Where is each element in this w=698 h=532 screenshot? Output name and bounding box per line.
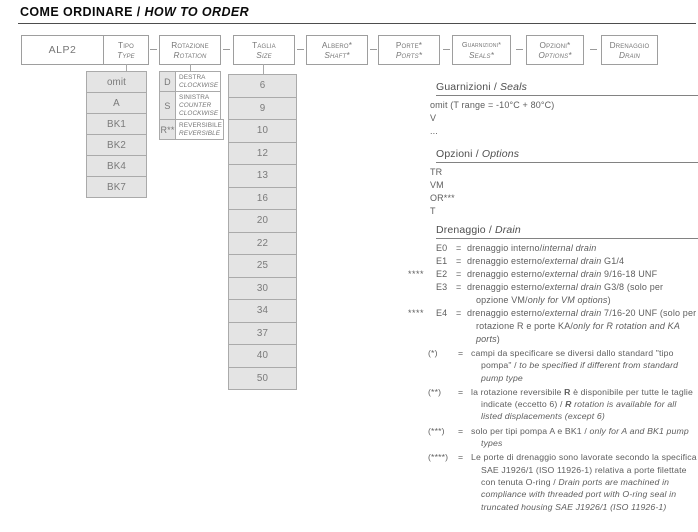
footnote bbox=[428, 451, 698, 512]
drain-code: E0 bbox=[436, 243, 448, 253]
equals-sign: = bbox=[458, 452, 464, 463]
footnote-text: campi da specificare se diversi dallo standard "tipo pompa" / to be specified if different from standard pump type bbox=[471, 348, 679, 383]
equals-sign: = bbox=[456, 308, 462, 318]
seals-label: Seals* bbox=[468, 50, 494, 60]
drain-section bbox=[408, 224, 698, 346]
opzioni-label: Opzioni* bbox=[539, 40, 571, 50]
size-option: 50 bbox=[228, 367, 297, 391]
size-option: 40 bbox=[228, 344, 297, 368]
seals-heading-english: Seals bbox=[499, 81, 527, 93]
size-option: 13 bbox=[228, 164, 297, 188]
drain-description: drenaggio esterno/external drain 7/16-20 UNF (solo per rotazione R e porte KA/only for R rotation and KA ports) bbox=[467, 308, 697, 344]
guarnizioni-label: Guarnizioni* bbox=[461, 40, 502, 49]
size-option: 25 bbox=[228, 254, 297, 278]
rotation-code: D bbox=[159, 71, 176, 92]
code-box-guarnizioni bbox=[452, 35, 511, 65]
code-box-porte bbox=[378, 35, 440, 65]
rotation-desc-english: REVERSIBLE bbox=[179, 130, 221, 137]
type-option: BK7 bbox=[86, 176, 147, 198]
connector-dash bbox=[370, 49, 377, 50]
equals-sign: = bbox=[458, 348, 464, 358]
footnote-marker: (**) bbox=[428, 386, 442, 397]
page-title-italian: COME ORDINARE / bbox=[20, 5, 141, 19]
size-option: 22 bbox=[228, 232, 297, 256]
size-option: 10 bbox=[228, 119, 297, 143]
rotation-description bbox=[175, 119, 224, 140]
connector-dash bbox=[223, 49, 230, 50]
type-list bbox=[86, 72, 147, 198]
rotation-row bbox=[159, 91, 221, 120]
rotation-code: S bbox=[159, 91, 176, 120]
drain-code: E2 bbox=[436, 269, 448, 279]
type-option: A bbox=[86, 92, 147, 114]
drain-footnote-marker bbox=[408, 255, 436, 268]
options-items bbox=[430, 166, 698, 218]
code-box-albero bbox=[306, 35, 368, 65]
seals-item: V bbox=[430, 113, 437, 123]
type-option: BK2 bbox=[86, 134, 147, 156]
footnotes bbox=[428, 347, 698, 515]
size-option: 9 bbox=[228, 97, 297, 121]
equals-sign: = bbox=[456, 243, 462, 253]
size-option: 37 bbox=[228, 322, 297, 346]
drain-footnote-marker: **** bbox=[408, 308, 425, 318]
options-item: TR bbox=[430, 167, 443, 177]
drain-description: drenaggio interno/internal drain bbox=[467, 243, 597, 253]
seals-item: omit (T range = -10°C + 80°C) bbox=[430, 100, 555, 110]
drenaggio-label: Drenaggio bbox=[609, 40, 650, 50]
options-section bbox=[430, 148, 698, 218]
code-box-taglia bbox=[233, 35, 295, 65]
drain-heading-english: Drain bbox=[495, 224, 521, 236]
drain-code: E3 bbox=[436, 282, 448, 292]
rotation-table bbox=[159, 72, 221, 140]
connector-dash bbox=[443, 49, 450, 50]
rotation-description bbox=[175, 71, 221, 92]
size-list bbox=[228, 75, 297, 390]
alp2-label: ALP2 bbox=[48, 44, 77, 56]
connector-dash bbox=[590, 49, 597, 50]
drain-item bbox=[408, 268, 698, 281]
equals-sign: = bbox=[456, 282, 462, 292]
type-label: Type bbox=[117, 50, 135, 60]
footnote bbox=[428, 425, 698, 450]
drain-item bbox=[408, 281, 698, 307]
type-option: BK1 bbox=[86, 113, 147, 135]
seals-heading-italian: Guarnizioni / bbox=[436, 81, 497, 93]
rotation-row bbox=[159, 119, 221, 140]
size-label: Size bbox=[256, 50, 272, 60]
footnote-marker: (*) bbox=[428, 348, 438, 358]
code-box-drenaggio bbox=[601, 35, 658, 65]
size-option: 6 bbox=[228, 74, 297, 98]
code-box-opzioni bbox=[526, 35, 584, 65]
type-option: omit bbox=[86, 71, 147, 93]
porte-label: Porte* bbox=[395, 40, 423, 50]
drain-description: drenaggio esterno/external drain G3/8 (solo per opzione VM/only for VM options) bbox=[467, 282, 664, 305]
options-label: Options* bbox=[538, 50, 572, 60]
footnote-marker: (***) bbox=[428, 425, 445, 436]
rotation-code: R** bbox=[159, 119, 176, 140]
rotation-desc-english: CLOCKWISE bbox=[179, 82, 219, 89]
drain-item bbox=[408, 255, 698, 268]
type-option: BK4 bbox=[86, 155, 147, 177]
options-item: VM bbox=[430, 180, 444, 190]
connector-dash bbox=[297, 49, 304, 50]
page-title bbox=[20, 5, 249, 19]
footnote-marker: (****) bbox=[428, 452, 449, 463]
seals-heading bbox=[436, 81, 698, 96]
page-title-english: HOW TO ORDER bbox=[144, 5, 250, 19]
taglia-label: Taglia bbox=[252, 40, 276, 50]
albero-label: Albero* bbox=[321, 40, 353, 50]
drain-label: Drain bbox=[618, 50, 641, 60]
footnote bbox=[428, 386, 698, 423]
size-option: 30 bbox=[228, 277, 297, 301]
options-heading-italian: Opzioni / bbox=[436, 148, 479, 160]
drain-footnote-marker bbox=[408, 281, 436, 307]
drain-footnote-marker: **** bbox=[408, 269, 425, 279]
equals-sign: = bbox=[456, 256, 462, 266]
options-heading-english: Options bbox=[481, 148, 520, 160]
drain-footnote-marker bbox=[408, 242, 436, 255]
options-heading bbox=[436, 148, 698, 163]
equals-sign: = bbox=[456, 269, 462, 279]
shaft-label: Shaft* bbox=[324, 50, 350, 60]
code-box-alp2 bbox=[21, 35, 104, 65]
drain-description: drenaggio esterno/external drain G1/4 bbox=[467, 256, 625, 266]
size-option: 20 bbox=[228, 209, 297, 233]
seals-items bbox=[430, 99, 698, 138]
title-divider bbox=[18, 23, 696, 24]
rotation-desc-italian: DESTRA bbox=[179, 74, 206, 81]
equals-sign: = bbox=[458, 425, 464, 436]
code-box-tipo bbox=[103, 35, 149, 65]
drain-heading bbox=[436, 224, 698, 239]
size-option: 16 bbox=[228, 187, 297, 211]
footnote-text: la rotazione reversibile R è disponibile per tutte le taglie indicate (eccetto 6) / R rotation is available for all listed displacements (except 6) bbox=[471, 386, 693, 422]
footnote bbox=[428, 347, 698, 384]
rotation-description bbox=[175, 91, 221, 120]
drain-code: E4 bbox=[436, 308, 448, 318]
drain-items bbox=[408, 242, 698, 346]
rotation-row bbox=[159, 71, 221, 92]
equals-sign: = bbox=[458, 386, 464, 397]
drain-item bbox=[408, 307, 698, 346]
connector-dash bbox=[516, 49, 523, 50]
drain-heading-italian: Drenaggio / bbox=[436, 224, 492, 236]
drain-item bbox=[408, 242, 698, 255]
seals-section bbox=[430, 81, 698, 138]
footnote-text: solo per tipi pompa A e BK1 / only for A and BK1 pump types bbox=[471, 425, 689, 449]
rotation-label: Rotation bbox=[173, 50, 207, 60]
footnote-text: Le porte di drenaggio sono lavorate secondo la specifica SAE J1926/1 (ISO 11926-1) relativa a porte filettate con tenuta O-ring / Drain ports are machined in compliance with threaded port with O-ring seal in truncated housing SAE J1926/1 (ISO 11926-1) bbox=[471, 452, 697, 512]
options-item: OR*** bbox=[430, 193, 455, 203]
rotation-desc-italian: REVERSIBILE bbox=[179, 122, 223, 129]
rotation-desc-italian: SINISTRA bbox=[179, 94, 210, 101]
size-option: 34 bbox=[228, 299, 297, 323]
connector-dash bbox=[150, 49, 157, 50]
rotazione-label: Rotazione bbox=[171, 40, 209, 50]
code-box-rotazione bbox=[159, 35, 221, 65]
size-option: 12 bbox=[228, 142, 297, 166]
drain-description: drenaggio esterno/external drain 9/16-18 UNF bbox=[467, 269, 658, 279]
rotation-desc-english: COUNTER CLOCKWISE bbox=[179, 102, 219, 117]
options-item: T bbox=[430, 206, 436, 216]
seals-item: ... bbox=[430, 126, 438, 136]
drain-code: E1 bbox=[436, 256, 448, 266]
tipo-label: Tipo bbox=[117, 40, 134, 50]
ports-label: Ports* bbox=[395, 50, 423, 60]
